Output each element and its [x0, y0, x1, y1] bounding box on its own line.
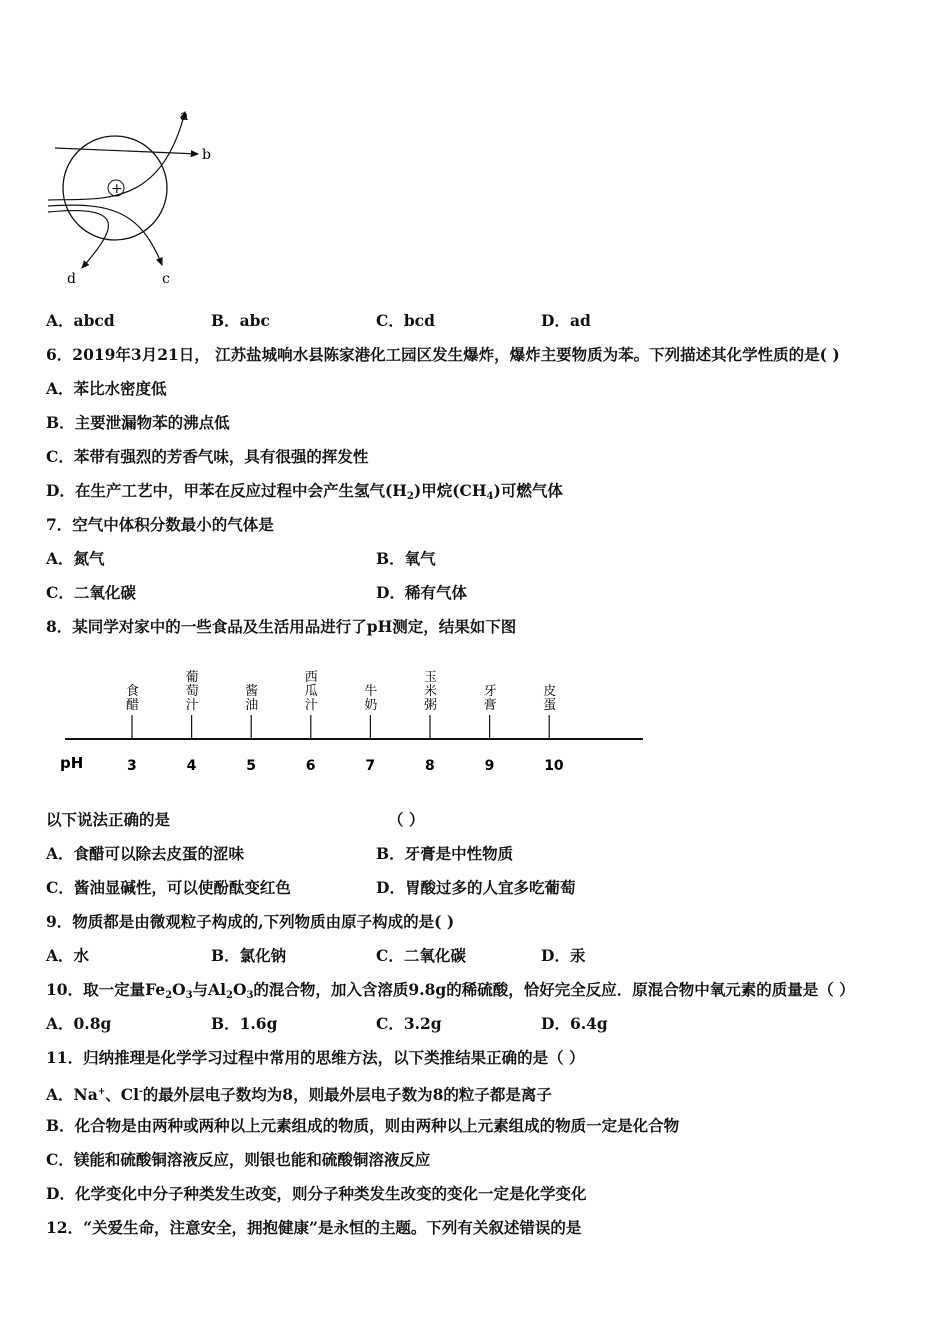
q5-option-d: D．ad	[541, 311, 591, 330]
ph-item-name-char: 瓜	[304, 684, 318, 699]
q10-option-c: C．3.2g	[376, 1014, 442, 1033]
q7-option-a: A．氮气	[46, 549, 105, 568]
label-a: a	[180, 108, 189, 124]
ph-tick-label: 4	[186, 758, 197, 774]
ph-item-name-char: 奶	[364, 698, 378, 713]
q5-option-c: C．bcd	[376, 311, 435, 330]
q5-option-a: A．abcd	[46, 311, 115, 330]
q5-option-b: B．abc	[211, 311, 270, 330]
ph-item-name-char: 酱	[245, 684, 259, 699]
q6-option-c: C．苯带有强烈的芳香气味，具有很强的挥发性	[46, 447, 369, 466]
ph-tick-label: 8	[425, 758, 435, 774]
ph-item-name-char: 粥	[424, 698, 438, 713]
nucleus-sign: +	[111, 181, 123, 197]
ph-axis-label: pH	[60, 754, 84, 772]
q7-option-b: B．氧气	[376, 549, 436, 568]
q8-option-a: A．食醋可以除去皮蛋的涩味	[46, 844, 245, 863]
label-b: b	[202, 147, 211, 163]
ph-item-name-char: 西	[304, 670, 318, 685]
ph-chart	[40, 650, 660, 785]
label-c: c	[162, 271, 170, 287]
label-d: d	[67, 271, 76, 287]
ph-item-name-char: 皮	[543, 684, 557, 699]
q7-option-d: D．稀有气体	[376, 583, 467, 602]
q7-stem: 7．空气中体积分数最小的气体是	[46, 515, 274, 534]
ph-item-name-char: 汁	[185, 698, 199, 713]
ph-item-name-char: 玉	[424, 670, 438, 685]
q11-stem: 11．归纳推理是化学学习过程中常用的思维方法，以下类推结果正确的是（ ）	[46, 1048, 585, 1067]
ph-item-name-char: 牛	[364, 684, 378, 699]
q11-option-d: D．化学变化中分子种类发生改变，则分子种类发生改变的变化一定是化学变化	[46, 1184, 587, 1203]
ph-item-name-char: 油	[245, 698, 259, 713]
q11-option-c: C．镁能和硫酸铜溶液反应，则银也能和硫酸铜溶液反应	[46, 1150, 431, 1169]
ph-item-name-char: 食	[126, 684, 140, 699]
ph-tick-label: 7	[365, 758, 376, 774]
q8-option-c: C．酱油显碱性，可以使酚酞变红色	[46, 878, 291, 897]
q10-option-b: B．1.6g	[211, 1014, 278, 1033]
ph-item-name-char: 牙	[483, 684, 497, 699]
q7-option-c: C．二氧化碳	[46, 583, 136, 602]
q10-stem: 10．取一定量$Fe_2O_3$与$Al_2O_3$的混合物，加入含溶质9.8g的稀硫酸，恰好完全反应．原混合物中氧元素的质量是（ ）	[46, 980, 855, 1001]
q9-option-a: A．水	[46, 946, 90, 965]
q9-option-c: C．二氧化碳	[376, 946, 466, 965]
q8-stem: 8．某同学对家中的一些食品及生活用品进行了pH测定，结果如下图	[46, 617, 517, 636]
q8-answer-bracket: （ ）	[388, 810, 425, 829]
ph-item-name-char: 蛋	[543, 698, 557, 713]
q8-question: 以下说法正确的是	[46, 810, 171, 829]
q9-option-b: B．氯化钠	[211, 946, 287, 965]
alpha-scattering-figure	[40, 100, 230, 295]
q6-option-b: B．主要泄漏物苯的沸点低	[46, 413, 230, 432]
ph-item-name-char: 葡	[185, 670, 199, 685]
q8-option-b: B．牙膏是中性物质	[376, 844, 514, 863]
q10-option-d: D．6.4g	[541, 1014, 608, 1033]
q10-option-a: A．0.8g	[46, 1014, 112, 1033]
path-d	[48, 211, 108, 268]
ph-item-name-char: 醋	[126, 698, 140, 713]
ph-item-name-char: 汁	[304, 698, 318, 713]
ph-tick-label: 6	[305, 758, 316, 774]
q6-option-a: A．苯比水密度低	[46, 379, 167, 398]
ph-tick-label: 3	[127, 758, 137, 774]
ph-item-name-char: 膏	[483, 698, 497, 713]
ph-tick-label: 9	[484, 758, 495, 774]
q11-option-b: B．化合物是由两种或两种以上元素组成的物质，则由两种以上元素组成的物质一定是化合物	[46, 1116, 680, 1135]
ph-item-name-char: 萄	[185, 684, 199, 699]
ph-item-name-char: 米	[424, 684, 438, 699]
path-c	[48, 205, 162, 265]
q9-option-d: D．汞	[541, 946, 586, 965]
q6-option-d: D．在生产工艺中，甲苯在反应过程中会产生氢气$(H_2)$甲烷$(CH_4)$可燃气体	[46, 481, 563, 502]
q8-option-d: D．胃酸过多的人宜多吃葡萄	[376, 878, 576, 897]
ph-tick-label: 10	[544, 758, 564, 774]
q9-stem: 9．物质都是由微观粒子构成的,下列物质由原子构成的是( )	[46, 912, 455, 931]
q6-stem: 6．2019年3月21日， 江苏盐城响水县陈家港化工园区发生爆炸，爆炸主要物质为苯。下列描述其化学性质的是( )	[46, 345, 840, 364]
ph-tick-label: 5	[246, 758, 256, 774]
q12-stem: 12．“关爱生命，注意安全，拥抱健康”是永恒的主题。下列有关叙述错误的是	[46, 1218, 582, 1237]
q11-option-a: A．Na+、Cl-的最外层电子数均为8，则最外层电子数为8的粒子都是离子	[46, 1085, 552, 1104]
